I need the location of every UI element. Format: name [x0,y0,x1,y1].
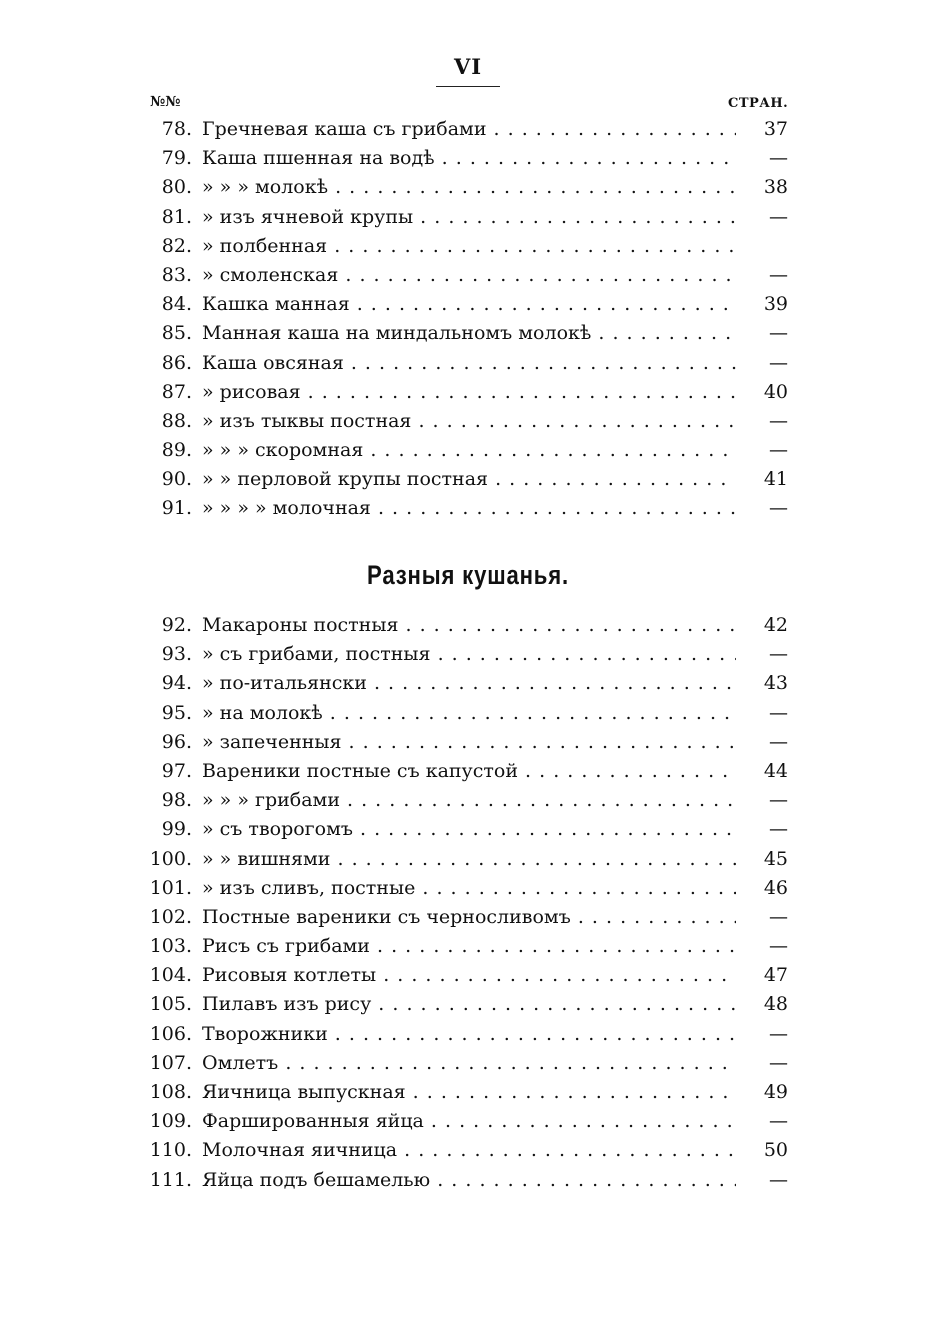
entry-title: » » перловой крупы постная . . . [202,465,736,494]
toc-entry [146,494,790,523]
entry-number: 89. [161,439,192,462]
page-number: VI [453,54,483,79]
entry-number: 92. [161,614,192,636]
entry-page: — [769,351,788,374]
toc-entry [146,903,790,932]
entry-number: 90. [161,468,192,491]
entry-page: — [769,643,788,666]
entry-page: 38 [763,176,788,199]
toc-entry [146,1136,790,1165]
entry-page: — [769,730,788,753]
entry-title: » » вишнями . . . [202,845,736,874]
toc-entry [146,669,790,698]
entry-page: — [769,322,788,345]
entry-title: » изъ тыквы постная . . . [202,407,736,436]
toc-entry [146,874,790,903]
entry-page: — [769,263,788,286]
toc-entry [146,1107,790,1136]
toc-entry [146,728,790,757]
entry-number: 84. [161,293,192,316]
entry-number: 101. [149,876,192,899]
entry-title: Фаршированныя яйца . . . [202,1107,736,1136]
entry-title: Молочная яичница . . . [202,1136,736,1165]
entry-title: » » » скоромная . . . [202,436,736,465]
toc-entry [146,699,790,728]
entry-title: » изъ сливъ, постные . . . [202,874,736,903]
section-title: Разныя кушанья. [367,560,569,590]
entry-page: — [769,205,788,228]
entry-page: 44 [763,759,788,782]
toc-entry [146,407,790,436]
toc-entry [146,786,790,815]
entry-number: 96. [161,730,192,753]
toc-section-porridges [146,115,790,524]
entry-page: 41 [763,468,788,491]
entry-title: Рисовыя котлеты . . . [202,961,736,990]
entry-title: » рисовая . . . [202,378,736,407]
entry-title: » запеченныя . . . [202,728,736,757]
toc-entry [146,845,790,874]
entry-title: Макароны постныя . . . [202,611,736,640]
entry-title: Каша пшенная на водѣ . . . [202,144,736,173]
entry-page: 46 [763,876,788,899]
entry-page: 48 [763,993,788,1016]
entry-number: 100. [149,847,192,870]
entry-title: » полбенная . . . [202,232,736,261]
toc-entry [146,1049,790,1078]
toc-entry [146,932,790,961]
entry-page: 40 [763,380,788,403]
toc-entry [146,290,790,319]
entry-title: » по-итальянски . . . [202,669,736,698]
toc-entry [146,611,790,640]
toc-entry [146,815,790,844]
entry-number: 80. [161,176,192,199]
entry-title: Пилавъ изъ рису . . . [202,990,736,1019]
entry-number: 102. [149,905,192,928]
entry-number: 83. [161,263,192,286]
entry-page: — [769,818,788,841]
entry-page: 50 [763,1139,788,1162]
entry-number: 106. [149,1022,192,1045]
toc-entry [146,319,790,348]
entry-title: » » » грибами . . . [202,786,736,815]
toc-entry [146,115,790,144]
entry-title: Манная каша на миндальномъ молокѣ . . . [202,319,736,348]
entry-title: Постные вареники съ черносливомъ . . . [202,903,736,932]
toc-entry [146,640,790,669]
entry-number: 110. [149,1139,192,1162]
entry-page: — [769,1051,788,1074]
entry-page: — [769,701,788,724]
toc-entry [146,465,790,494]
entry-number: 105. [149,993,192,1016]
toc-entry [146,349,790,378]
entry-number: 78. [161,118,192,140]
entry-page: — [769,905,788,928]
entry-number: 93. [161,643,192,666]
entry-number: 108. [149,1081,192,1103]
entry-page: 42 [763,614,788,636]
entry-number: 99. [161,818,192,841]
entry-number: 111. [149,1168,192,1191]
toc-entry [146,144,790,173]
entry-title: » съ творогомъ . . . [202,815,736,844]
toc-entry [146,378,790,407]
entry-number: 109. [149,1110,192,1133]
entry-number: 81. [161,205,192,228]
entry-page: — [769,935,788,958]
entry-page: — [769,439,788,462]
entry-page: — [769,1022,788,1045]
entry-number: 94. [161,672,192,695]
toc-entry [146,1020,790,1049]
toc-entry [146,173,790,202]
entry-number: 88. [161,409,192,432]
entry-title: Гречневая каша съ грибами . . . [202,115,736,144]
toc-entry [146,757,790,786]
entry-number: 91. [161,497,192,520]
entry-title: » изъ ячневой крупы . . . [202,203,736,232]
entry-number: 86. [161,351,192,374]
toc-entry [146,232,790,261]
entry-number: 107. [149,1051,192,1074]
entry-page: — [769,789,788,812]
entry-title: » съ грибами, постныя . . . [202,640,736,669]
toc-entry [146,261,790,290]
entry-page: 47 [763,964,788,987]
entry-title: » смоленская . . . [202,261,736,290]
entry-page: — [769,497,788,520]
entry-title: Рисъ съ грибами . . . [202,932,736,961]
number-column-label: №№ [150,94,181,110]
page-column-label: СТРАН. [728,96,789,111]
entry-number: 85. [161,322,192,345]
entry-title: Яйца подъ бешамелью . . . [202,1166,736,1195]
entry-page: 45 [763,847,788,870]
toc-entry [146,436,790,465]
toc-entry [146,203,790,232]
entry-page: — [769,1168,788,1191]
toc-section-various-dishes [146,611,790,1195]
entry-title: Каша овсяная . . . [202,349,736,378]
entry-number: 79. [161,147,192,170]
entry-page: 43 [763,672,788,695]
entry-page: 37 [763,118,788,140]
entry-title: Яичница выпускная . . . [202,1078,736,1107]
entry-number: 103. [149,935,192,958]
entry-title: » » » молокѣ . . . [202,173,736,202]
header-rule [436,86,500,87]
entry-page: — [769,409,788,432]
entry-number: 87. [161,380,192,403]
entry-number: 97. [161,759,192,782]
toc-entry [146,1166,790,1195]
entry-page: 49 [763,1081,788,1103]
entry-number: 104. [149,964,192,987]
toc-entry [146,990,790,1019]
entry-number: 95. [161,701,192,724]
entry-page: 39 [763,293,788,316]
toc-entry [146,1078,790,1107]
entry-title: Кашка манная . . . [202,290,736,319]
entry-page: — [769,147,788,170]
toc-entry [146,961,790,990]
entry-title: Омлетъ . . . [202,1049,736,1078]
entry-title: Вареники постные съ капустой . . . [202,757,736,786]
entry-title: » на молокѣ . . . [202,699,736,728]
entry-title: » » » » молочная . . . [202,494,736,523]
entry-number: 98. [161,789,192,812]
entry-title: Творожники . . . [202,1020,736,1049]
entry-page: — [769,1110,788,1133]
entry-number: 82. [161,234,192,257]
